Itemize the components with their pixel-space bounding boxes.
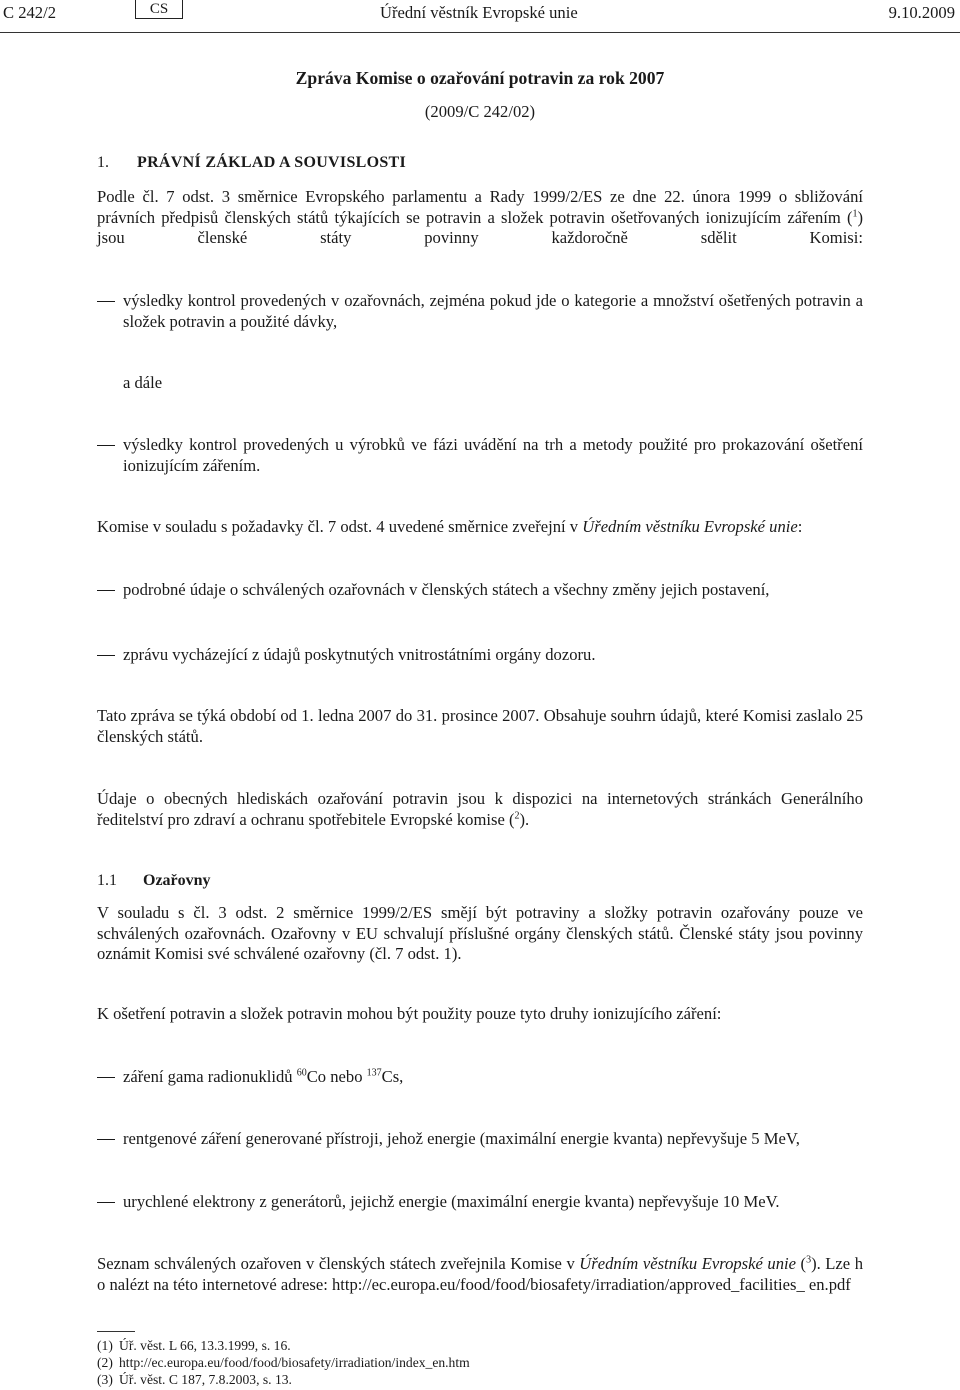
footnote-link[interactable]: http://ec.europa.eu/food/food/biosafety/irradiation/index_en.htm: [119, 1355, 470, 1370]
list-item: zprávu vycházející z údajů poskytnutých vnitrostátními orgány dozoru.: [97, 645, 863, 666]
dash-marker: [97, 1202, 115, 1203]
list-item: výsledky kontrol provedených u výrobků ve fázi uvádění na trh a metody použité pro prokazování ošetření ionizujícím zářením.: [97, 435, 863, 476]
section-title: PRÁVNÍ ZÁKLAD A SOUVISLOSTI: [137, 154, 407, 171]
paragraph-a-dale: a dále: [123, 373, 163, 392]
dash-marker: [97, 1139, 115, 1140]
footnote-ref-1[interactable]: 1: [852, 208, 858, 220]
section-heading-1-1: [97, 871, 211, 891]
footnote-mark: (3): [97, 1372, 113, 1387]
header-rule: [0, 32, 960, 33]
list-item: urychlené elektrony z generátorů, jejichž energie (maximální energie kvanta) nepřevyšuje 10 MeV.: [97, 1192, 863, 1213]
dash-marker: [97, 301, 115, 302]
language-badge: CS: [135, 0, 183, 19]
section-number: 1.: [97, 154, 109, 171]
section-number: 1.1: [97, 872, 117, 889]
list-item: výsledky kontrol provedených v ozařovnách, zejména pokud jde o kategorie a množství ošetřených potravin a složek potravin a použité dávky,: [97, 291, 863, 332]
footnote-mark: (1): [97, 1338, 113, 1353]
page-reference: C 242/2: [3, 3, 57, 22]
dash-marker: [97, 445, 115, 446]
journal-name: Úřední věstník Evropské unie: [380, 3, 578, 22]
paragraph-druhy: K ošetření potravin a složek potravin mohou být použity pouze tyto druhy ionizujícího záření:: [97, 1004, 722, 1023]
page-header: [0, 3, 960, 25]
footnote: [97, 1355, 470, 1372]
footnote: [97, 1338, 291, 1355]
paragraph-komise: Komise v souladu s požadavky čl. 7 odst. 4 uvedené směrnice zveřejní v Úředním věstníku Evropské unie:: [97, 517, 803, 536]
footnote: [97, 1372, 292, 1389]
footnote-text: Úř. věst. C 187, 7.8.2003, s. 13.: [119, 1372, 292, 1387]
section-title: Ozařovny: [143, 872, 211, 889]
document-title: Zpráva Komise o ozařování potravin za rok 2007: [295, 68, 665, 88]
dash-marker: [97, 590, 115, 591]
dash-marker: [97, 1077, 115, 1078]
footnote-mark: (2): [97, 1355, 113, 1370]
paragraph-obdobi: Tato zpráva se týká období od 1. ledna 2007 do 31. prosince 2007. Obsahuje souhrn údajů, které Komisi zaslalo 25 členských států.: [97, 706, 863, 746]
publication-date: 9.10.2009: [888, 3, 955, 22]
document-reference: (2009/C 242/02): [424, 102, 536, 121]
paragraph-udaje: Údaje o obecných hlediskách ozařování potravin jsou k dispozici na internetových stránkách Generálního ředitelství pro zdraví a ochranu spotřebitele Evropské komise ($^2$).: [97, 789, 863, 829]
journal-title-italic: Úředním věstníku Evropské unie: [582, 517, 798, 536]
paragraph-seznam: Seznam schválených ozařoven v členských státech zveřejnila Komise v Úředním věstníku Evropské unie ($^3$). Lze ho nalézt na této internetové adrese: http://ec.europa.eu/food/food/biosafety/irradiation/approved_facilities_ en.pdf: [97, 1254, 863, 1294]
footnote-ref-2[interactable]: 2: [514, 810, 520, 822]
list-item: záření gama radionuklidů $^{60}$Co nebo $^{137}$Cs,: [97, 1067, 863, 1088]
footnote-text: Úř. věst. L 66, 13.3.1999, s. 16.: [119, 1338, 291, 1353]
paragraph-intro: Podle čl. 7 odst. 3 směrnice Evropského parlamentu a Rady 1999/2/ES ze dne 22. února 1999 o sbližování právních předpisů členských států týkajících se potravin a složek potravin ošetřovaných ionizujícím zářením ($^1$) jsou členské státy povinny každoročně sdělit Komisi:: [97, 187, 863, 248]
isotope-mass-number: 137: [366, 1067, 382, 1079]
section-heading-1: [97, 153, 406, 173]
dash-marker: [97, 655, 115, 656]
list-item: rentgenové záření generované přístroji, jehož energie (maximální energie kvanta) nepřevyšuje 5 MeV,: [97, 1129, 863, 1150]
paragraph-souladu: V souladu s čl. 3 odst. 2 směrnice 1999/2/ES smějí být potraviny a složky potravin ozařovány pouze ve schválených ozařovnách. Ozařovny v EU schvalují příslušné orgány členských států. Členské státy jsou povinny oznámit Komisi své schválené ozařovny (čl. 7 odst. 1).: [97, 903, 863, 964]
footnote-rule: [97, 1331, 135, 1332]
footnote-ref-3[interactable]: 3: [806, 1254, 812, 1266]
journal-title-italic: Úředním věstníku Evropské unie: [579, 1254, 796, 1273]
list-item: podrobné údaje o schválených ozařovnách v členských státech a všechny změny jejich postavení,: [97, 580, 863, 601]
isotope-mass-number: 60: [296, 1067, 307, 1079]
